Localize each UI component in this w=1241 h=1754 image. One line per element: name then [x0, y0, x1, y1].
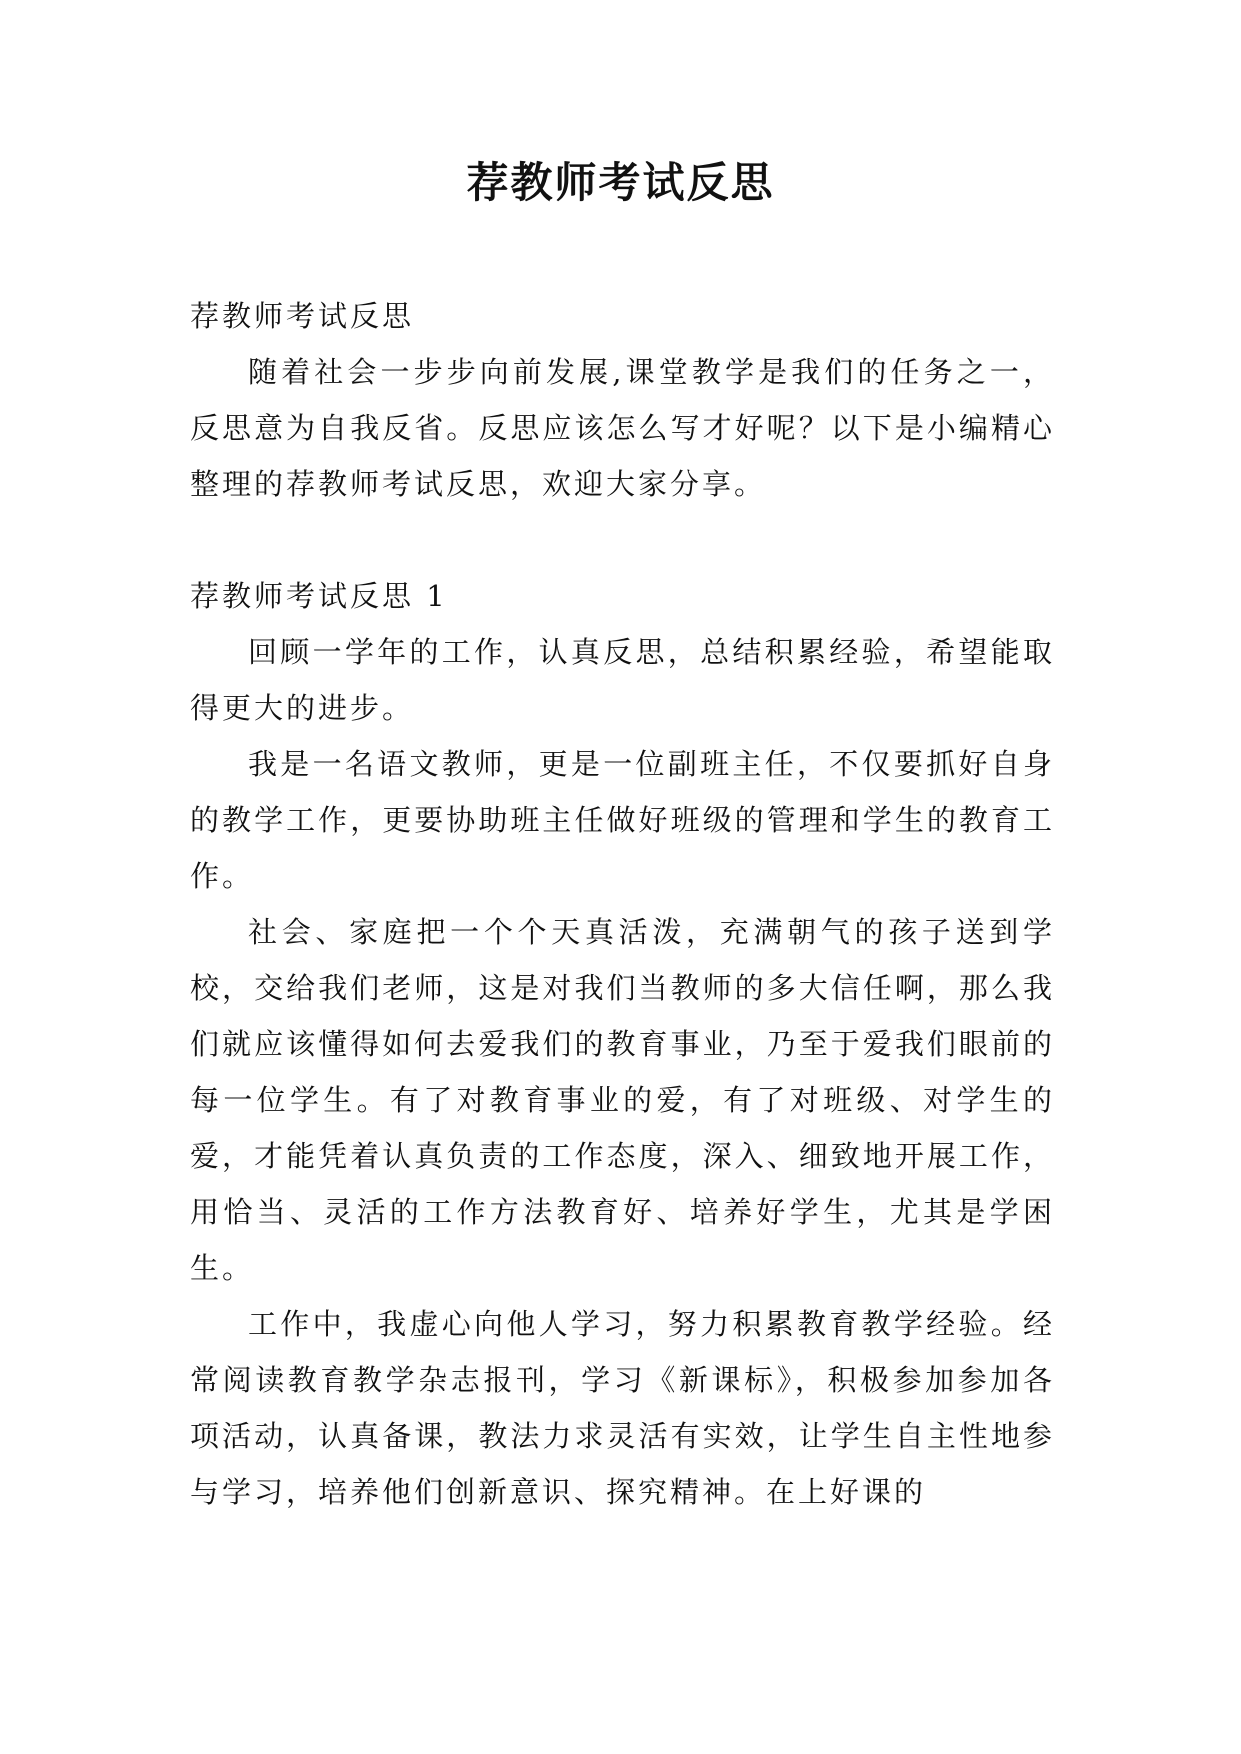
subheading: 荐教师考试反思: [190, 299, 415, 333]
body-paragraph: 回顾一学年的工作，认真反思，总结积累经验，希望能取得更大的进步。: [190, 635, 1055, 725]
document-title: 荐教师考试反思: [466, 158, 775, 207]
section-heading: 荐教师考试反思 1: [190, 579, 448, 613]
body-paragraph: 社会、家庭把一个个天真活泼，充满朝气的孩子送到学校，交给我们老师，这是对我们当教师的多大信任啊，那么我们就应该懂得如何去爱我们的教育事业，乃至于爱我们眼前的每一位学生。有了对教育事业的爱，有了对班级、对学生的爱，才能凭着认真负责的工作态度，深入、细致地开展工作，用恰当、灵活的工作方法教育好、培养好学生，尤其是学困生。: [190, 915, 1055, 1285]
document-body: [190, 288, 1055, 1520]
body-paragraph: 我是一名语文教师，更是一位副班主任，不仅要抓好自身的教学工作，更要协助班主任做好班级的管理和学生的教育工作。: [190, 747, 1055, 893]
body-paragraph: 工作中，我虚心向他人学习，努力积累教育教学经验。经常阅读教育教学杂志报刊，学习《新课标》，积极参加参加各项活动，认真备课，教法力求灵活有实效，让学生自主性地参与学习，培养他们创新意识、探究精神。在上好课的: [190, 1307, 1055, 1509]
intro-paragraph: 随着社会一步步向前发展,课堂教学是我们的任务之一，反思意为自我反省。反思应该怎么写才好呢？以下是小编精心整理的荐教师考试反思，欢迎大家分享。: [190, 355, 1055, 501]
